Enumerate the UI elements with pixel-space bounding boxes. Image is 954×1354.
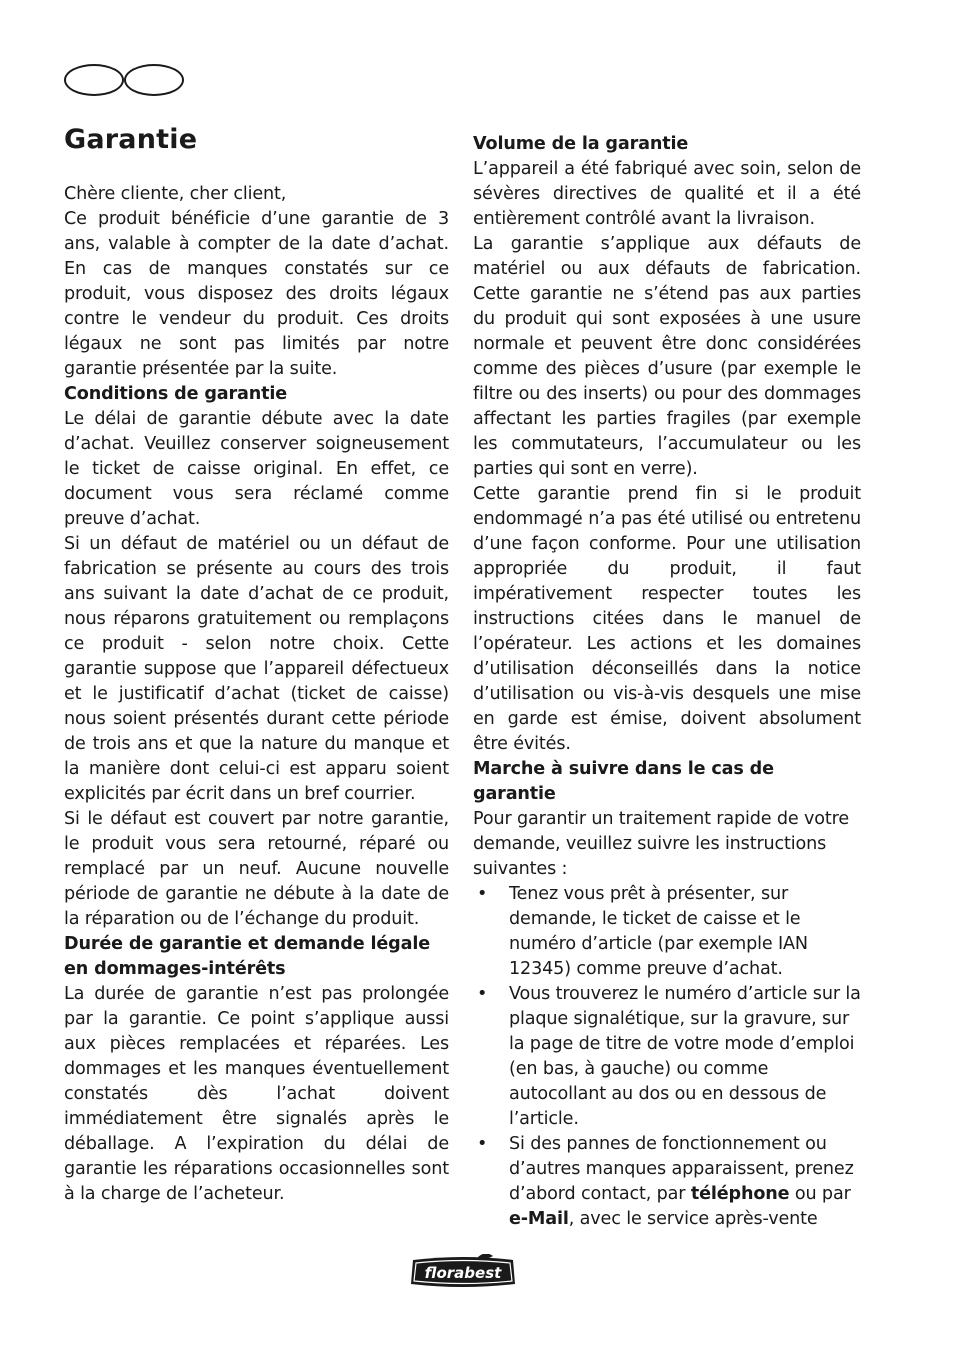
phone-keyword: téléphone xyxy=(690,1184,790,1204)
contact-text: Si des pannes de fonctionnement ou d’autres manques apparaissent, prenez d’abord contact, par xyxy=(509,1134,854,1204)
logo-text: florabest xyxy=(424,1264,502,1282)
contact-text: , avec le service après-vente xyxy=(568,1209,818,1229)
conditions-paragraph: Le délai de garantie débute avec la date d’achat. Veuillez conserver soigneusement le ticket de caisse original. En effet, ce document vous sera réclamé comme preuve d’achat. xyxy=(64,409,449,529)
intro-paragraph: Ce produit bénéficie d’une garantie de 3 ans, valable à compter de la date d’achat. En cas de manques constatés sur ce produit, vous disposez des droits légaux contre le vendeur du produit. Ces droits légaux ne sont pas limités par notre garantie présentée par la suite. xyxy=(64,209,449,379)
language-oval-right xyxy=(124,64,184,96)
right-column xyxy=(473,132,861,1232)
list-item-text xyxy=(509,1134,854,1229)
email-keyword: e-Mail xyxy=(509,1209,569,1229)
duration-heading: Durée de garantie et demande légale en dommages-intérêts xyxy=(64,934,431,979)
language-oval-left xyxy=(64,64,124,96)
language-badge xyxy=(64,64,186,98)
list-item xyxy=(473,882,861,982)
list-item xyxy=(473,1132,861,1232)
volume-paragraph: Cette garantie prend fin si le produit endommagé n’a pas été utilisé ou entretenu d’une façon conforme. Pour une utilisation appropriée du produit, il faut impérativement respecter toutes les instructions citées dans le manuel de l’opérateur. Les actions et les domaines d’utilisation déconseillés dans la notice d’utilisation ou vis-à-vis desquels une mise en garde est émise, doivent absolument être évités. xyxy=(473,484,861,754)
list-item-text: Tenez vous prêt à présenter, sur demande, le ticket de caisse et le numéro d’article (par exemple IAN 12345) comme preuve d’achat. xyxy=(509,884,808,979)
volume-heading: Volume de la garantie xyxy=(473,134,689,154)
left-column xyxy=(64,182,449,1207)
procedure-heading: Marche à suivre dans le cas de garantie xyxy=(473,759,774,804)
procedure-list xyxy=(473,882,861,1232)
salutation: Chère cliente, cher client, xyxy=(64,184,287,204)
florabest-logo xyxy=(407,1254,519,1290)
bullet-icon: • xyxy=(477,984,488,1004)
procedure-intro: Pour garantir un traitement rapide de votre demande, veuillez suivre les instructions suivantes : xyxy=(473,809,850,879)
bullet-icon: • xyxy=(477,1134,488,1154)
list-item-text: Vous trouverez le numéro d’article sur la plaque signalétique, sur la gravure, sur la page de titre de votre mode d’emploi (en bas, à gauche) ou comme autocollant au dos ou en dessous de l’article. xyxy=(509,984,861,1129)
conditions-heading: Conditions de garantie xyxy=(64,384,288,404)
volume-paragraph: L’appareil a été fabriqué avec soin, selon de sévères directives de qualité et il a été entièrement contrôlé avant la livraison. xyxy=(473,159,861,229)
bullet-icon: • xyxy=(477,884,488,904)
conditions-paragraph: Si un défaut de matériel ou un défaut de fabrication se présente au cours des trois ans suivant la date d’achat de ce produit, nous réparons gratuitement ou remplaçons ce produit - selon notre choix. Cette garantie suppose que l’appareil défectueux et le justificatif d’achat (ticket de caisse) nous soient présentés durant cette période de trois ans et que la nature du manque et la manière dont celui-ci est apparu soient explicités par écrit dans un bref courrier. xyxy=(64,534,449,804)
duration-paragraph: La durée de garantie n’est pas prolongée par la garantie. Ce point s’applique aussi aux pièces remplacées et réparées. Les dommages et les manques éventuellement constatés dès l’achat doivent immédiatement être signalés après le déballage. A l’expiration du délai de garantie les réparations occasionnelles sont à la charge de l’acheteur. xyxy=(64,984,449,1204)
page-title: Garantie xyxy=(64,124,198,155)
conditions-paragraph: Si le défaut est couvert par notre garantie, le produit vous sera retourné, réparé ou remplacé par un neuf. Aucune nouvelle période de garantie ne débute à la date de la réparation ou de l’échange du produit. xyxy=(64,809,449,929)
list-item xyxy=(473,982,861,1132)
contact-text: ou par xyxy=(789,1184,851,1204)
volume-paragraph: La garantie s’applique aux défauts de matériel ou aux défauts de fabrication. Cette garantie ne s’étend pas aux parties du produit qui sont exposées à une usure normale et peuvent être donc considérées comme des pièces d’usure (par exemple le filtre ou des inserts) ou pour des dommages affectant les parties fragiles (par exemple les commutateurs, l’accumulateur ou les parties qui sont en verre). xyxy=(473,234,861,479)
